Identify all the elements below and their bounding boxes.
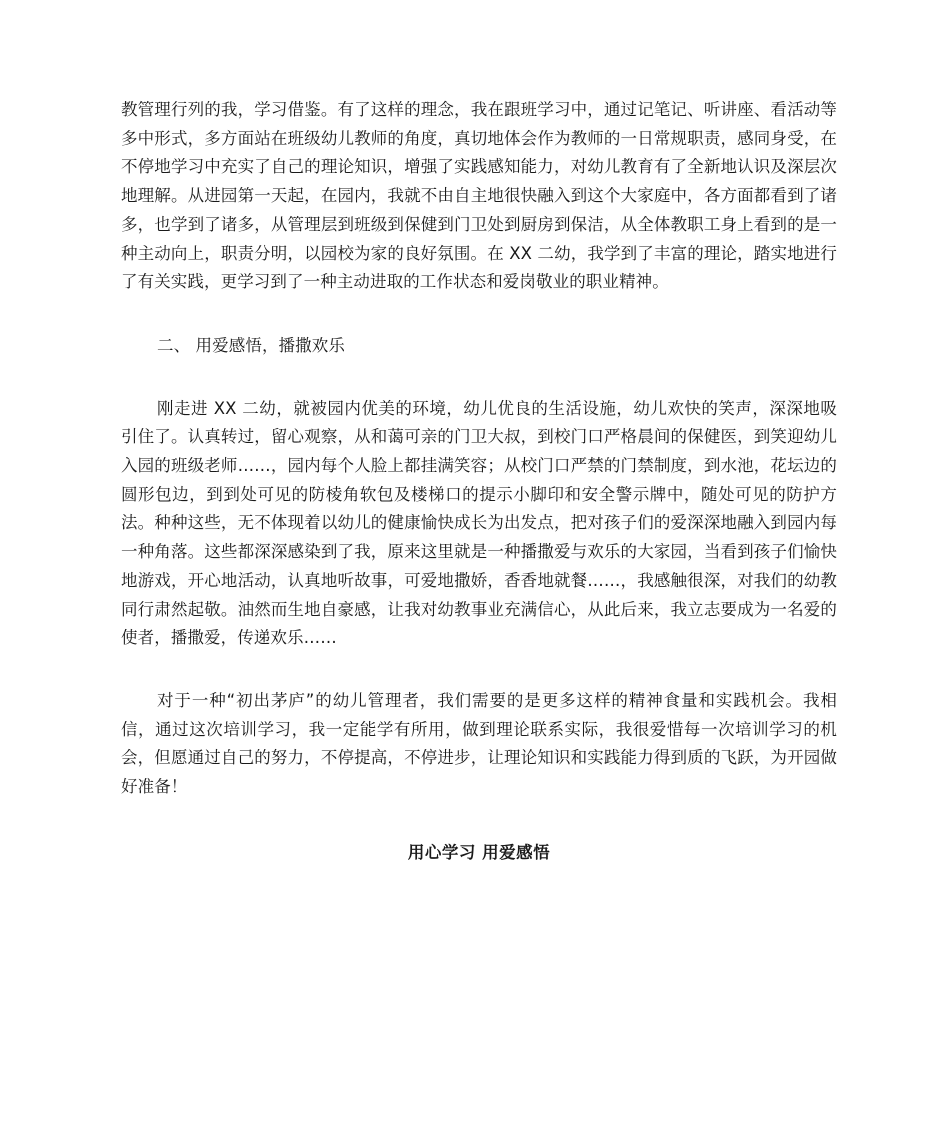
next-article-title: 用心学习 用爱感悟 (407, 842, 551, 862)
paragraph-closing: 对于一种“初出茅庐”的幼儿管理者，我们需要的是更多这样的精神食量和实践机会。我相信，通过这次培训学习，我一定能学有所用，做到理论联系实际，我很爱惜每一次培训学习的机会，但愿通过自己的努力，不停提高，不停进步，让理论知识和实践能力得到质的飞跃，为开园做好准备！ (121, 690, 837, 797)
paragraph-section2: 刚走进 XX 二幼，就被园内优美的环境，幼儿优良的生活设施，幼儿欢快的笑声，深深地吸引住了。认真转过，留心观察，从和蔼可亲的门卫大叔，到校门口严格晨间的保健医，到笑迎幼儿入园的班级老师……，园内每个人脸上都挂满笑容；从校门口严禁的门禁制度，到水池，花坛边的圆形包边，到到处可见的防棱角软包及楼梯口的提示小脚印和安全警示牌中，随处可见的防护方法。种种这些，无不体现着以幼儿的健康愉快成长为出发点，把对孩子们的爱深深地融入到园内每一种角落。这些都深深感染到了我，原来这里就是一种播撒爱与欢乐的大家园，当看到孩子们愉快地游戏，开心地活动，认真地听故事，可爱地撒娇，香香地就餐……，我感触很深，对我们的幼教同行肃然起敬。油然而生地自豪感，让我对幼教事业充满信心，从此后来，我立志要成为一名爱的使者，播撒爱，传递欢乐…… (121, 398, 837, 648)
document-body (121, 96, 837, 884)
paragraph-continued: 教管理行列的我，学习借鉴。有了这样的理念，我在跟班学习中，通过记笔记、听讲座、看活动等多中形式，多方面站在班级幼儿教师的角度，真切地体会作为教师的一日常规职责，感同身受，在不停地学习中充实了自己的理论知识，增强了实践感知能力，对幼儿教育有了全新地认识及深层次地理解。从进园第一天起，在园内，我就不由自主地很快融入到这个大家庭中，各方面都看到了诸多，也学到了诸多，从管理层到班级到保健到门卫处到厨房到保洁，从全体教职工身上看到的是一种主动向上，职责分明，以园校为家的良好氛围。在 XX 二幼，我学到了丰富的理论，踏实地进行了有关实践，更学习到了一种主动进取的工作状态和爱岗敬业的职业精神。 (121, 100, 837, 292)
section-heading: 二、 用爱感悟，播撒欢乐 (157, 335, 345, 355)
